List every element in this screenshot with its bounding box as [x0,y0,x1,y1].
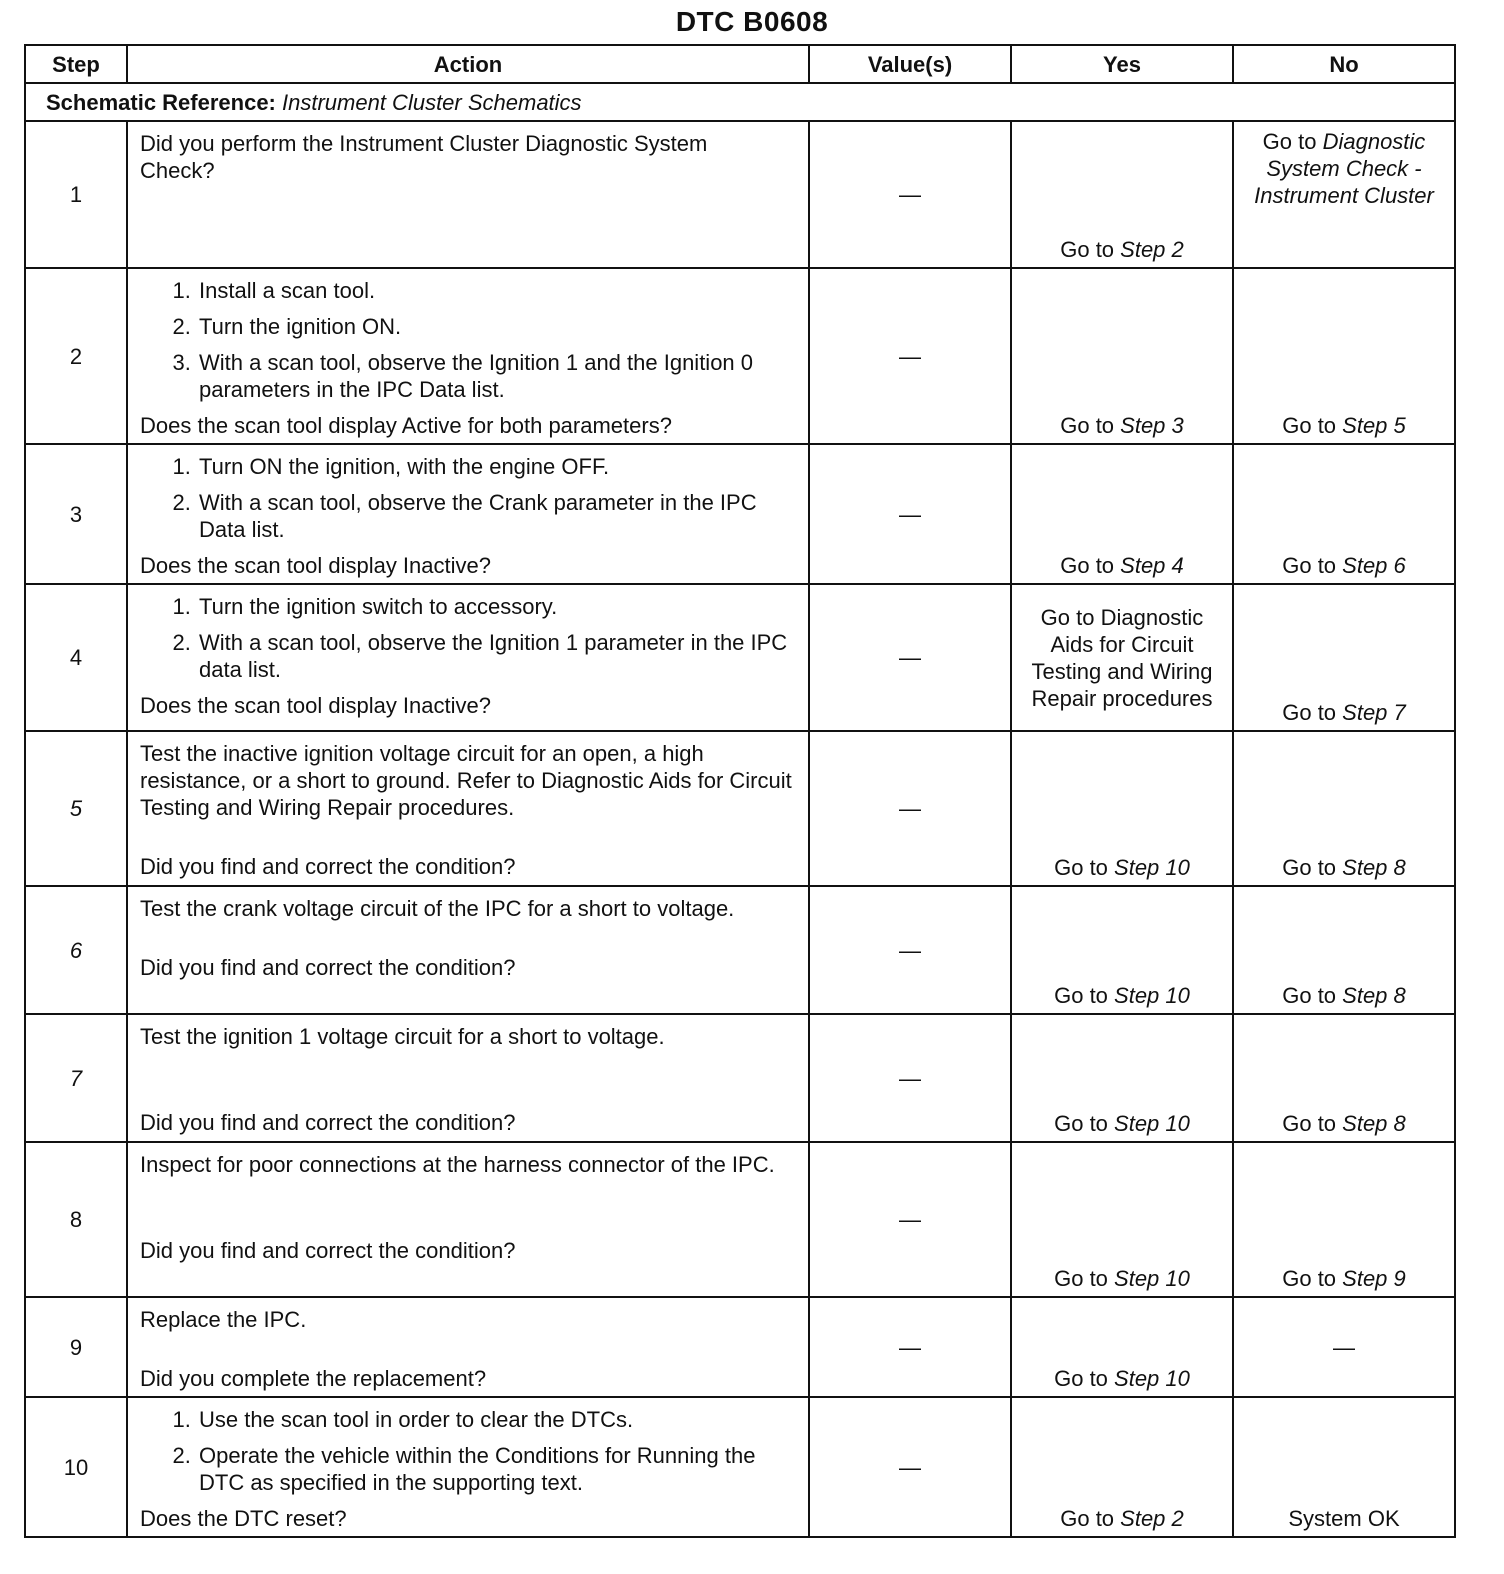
list-item: 1. Turn the ignition switch to accessory. [197,593,798,620]
no-cell: — [1233,1297,1455,1397]
header-no: No [1233,45,1455,83]
yes-link[interactable]: Step 4 [1120,553,1184,578]
step-number: 4 [25,584,127,731]
action-cell [127,1014,809,1142]
schematic-reference-link[interactable]: Instrument Cluster Schematics [282,89,582,115]
header-yes: Yes [1011,45,1233,83]
step-number: 9 [25,1297,127,1397]
value-cell: — [809,1397,1011,1537]
no-cell [1233,886,1455,1014]
yes-cell [1011,886,1233,1014]
yes-prefix: Go to [1060,553,1121,578]
no-link[interactable]: Step 6 [1342,553,1406,578]
yes-prefix: Go to [1060,1506,1121,1531]
action-cell [127,584,809,731]
action-question: Did you find and correct the condition? [140,955,516,980]
step-number: 10 [25,1397,127,1537]
value-cell: — [809,444,1011,584]
step-number: 1 [25,121,127,268]
no-cell: System OK [1233,1397,1455,1537]
schematic-reference [25,83,1455,121]
table-row [25,1014,1455,1142]
no-cell [1233,121,1455,268]
table-row [25,886,1455,1014]
action-text: Test the ignition 1 voltage circuit for a short to voltage. [140,1024,665,1049]
value-cell: — [809,731,1011,886]
yes-link[interactable]: Step 2 [1120,1506,1184,1531]
list-item: 2. Turn the ignition ON. [197,313,798,340]
table-row [25,731,1455,886]
no-prefix: Go to [1282,700,1343,725]
action-list [140,277,798,403]
value-cell: — [809,268,1011,444]
no-link[interactable]: Diagnostic System Check - Instrument Cluster [1254,129,1434,208]
step-number: 7 [25,1014,127,1142]
schematic-reference-row [25,83,1455,121]
step-number: 3 [25,444,127,584]
yes-link[interactable]: Go to Diagnostic Aids for Circuit Testing and Wiring Repair procedures [1031,604,1213,711]
action-text: Test the inactive ignition voltage circuit for an open, a high resistance, or a short to ground. Refer to Diagnostic Aids for Circuit Testing and Wiring Repair procedures. [140,741,792,820]
no-link[interactable]: Step 5 [1342,413,1406,438]
yes-link[interactable]: Step 2 [1120,237,1184,262]
yes-prefix: Go to [1054,983,1115,1008]
no-cell [1233,268,1455,444]
yes-link[interactable]: Step 10 [1114,1366,1190,1391]
no-prefix: Go to [1282,1266,1343,1291]
value-cell: — [809,1014,1011,1142]
yes-prefix: Go to [1054,1366,1115,1391]
no-link[interactable]: Step 8 [1342,855,1406,880]
yes-link[interactable]: Step 3 [1120,413,1184,438]
yes-cell [1011,1014,1233,1142]
diagnostic-table [24,44,1456,1538]
action-question: Does the scan tool display Inactive? [140,693,491,718]
no-link[interactable]: Step 8 [1342,1111,1406,1136]
no-cell [1233,1014,1455,1142]
yes-link[interactable]: Step 10 [1114,855,1190,880]
schematic-reference-label: Schematic Reference: [46,89,276,115]
no-link[interactable]: Step 7 [1342,700,1406,725]
yes-cell [1011,731,1233,886]
yes-cell [1011,584,1233,731]
action-question: Does the scan tool display Inactive? [140,553,491,578]
no-prefix: Go to [1282,855,1343,880]
yes-prefix: Go to [1054,1111,1115,1136]
document-title: DTC B0608 [675,6,829,37]
yes-cell [1011,1397,1233,1537]
value-cell: — [809,1142,1011,1297]
action-cell [127,268,809,444]
table-row [25,268,1455,444]
yes-cell [1011,1297,1233,1397]
header-row [25,45,1455,83]
no-prefix: Go to [1262,129,1323,154]
list-item: 2. With a scan tool, observe the Crank parameter in the IPC Data list. [197,489,798,543]
yes-prefix: Go to [1054,1266,1115,1291]
list-item: 2. With a scan tool, observe the Ignition 1 parameter in the IPC data list. [197,629,798,683]
action-text: Test the crank voltage circuit of the IPC for a short to voltage. [140,896,735,921]
list-item: 1. Use the scan tool in order to clear the DTCs. [197,1406,798,1433]
yes-cell [1011,121,1233,268]
no-cell [1233,1142,1455,1297]
yes-link[interactable]: Step 10 [1114,1266,1190,1291]
action-question: Does the scan tool display Active for both parameters? [140,413,672,438]
list-item: 2. Operate the vehicle within the Conditions for Running the DTC as specified in the supporting text. [197,1442,798,1496]
yes-prefix: Go to [1054,855,1115,880]
no-cell [1233,444,1455,584]
yes-link[interactable]: Step 10 [1114,983,1190,1008]
no-prefix: Go to [1282,553,1343,578]
step-number: 2 [25,268,127,444]
action-list [140,1406,798,1496]
action-question: Does the DTC reset? [140,1506,347,1531]
yes-prefix: Go to [1060,413,1121,438]
no-prefix: Go to [1282,983,1343,1008]
header-step: Step [25,45,127,83]
table-row [25,1142,1455,1297]
list-item: 3. With a scan tool, observe the Ignition 1 and the Ignition 0 parameters in the IPC Data list. [197,349,798,403]
action-question: Did you complete the replacement? [140,1366,487,1391]
action-cell [127,1397,809,1537]
value-cell: — [809,584,1011,731]
action-list [140,453,798,543]
action-cell [127,1297,809,1397]
action-text: Replace the IPC. [140,1307,307,1332]
header-values: Value(s) [809,45,1011,83]
action-list [140,593,798,683]
action-question: Did you find and correct the condition? [140,1110,516,1135]
no-prefix: Go to [1282,1111,1343,1136]
list-item: 1. Turn ON the ignition, with the engine OFF. [197,453,798,480]
action-text: Did you perform the Instrument Cluster Diagnostic System Check? [140,131,708,183]
value-cell: — [809,886,1011,1014]
no-cell [1233,731,1455,886]
step-number: 5 [25,731,127,886]
action-cell [127,886,809,1014]
no-cell [1233,584,1455,731]
action-text: Inspect for poor connections at the harness connector of the IPC. [140,1152,775,1177]
table-row [25,1397,1455,1537]
action-question: Did you find and correct the condition? [140,1238,516,1263]
action-question: Did you find and correct the condition? [140,854,516,879]
table-row [25,444,1455,584]
value-cell: — [809,1297,1011,1397]
no-link[interactable]: Step 9 [1342,1266,1406,1291]
no-link[interactable]: Step 8 [1342,983,1406,1008]
value-cell: — [809,121,1011,268]
table-row [25,1297,1455,1397]
yes-link[interactable]: Step 10 [1114,1111,1190,1136]
action-cell [127,121,809,268]
yes-cell [1011,268,1233,444]
table-row [25,584,1455,731]
step-number: 6 [25,886,127,1014]
action-cell [127,444,809,584]
header-action: Action [127,45,809,83]
action-cell [127,731,809,886]
no-prefix: Go to [1282,413,1343,438]
list-item: 1. Install a scan tool. [197,277,798,304]
yes-cell [1011,1142,1233,1297]
action-cell [127,1142,809,1297]
yes-cell [1011,444,1233,584]
yes-prefix: Go to [1060,237,1121,262]
table-row [25,121,1455,268]
step-number: 8 [25,1142,127,1297]
